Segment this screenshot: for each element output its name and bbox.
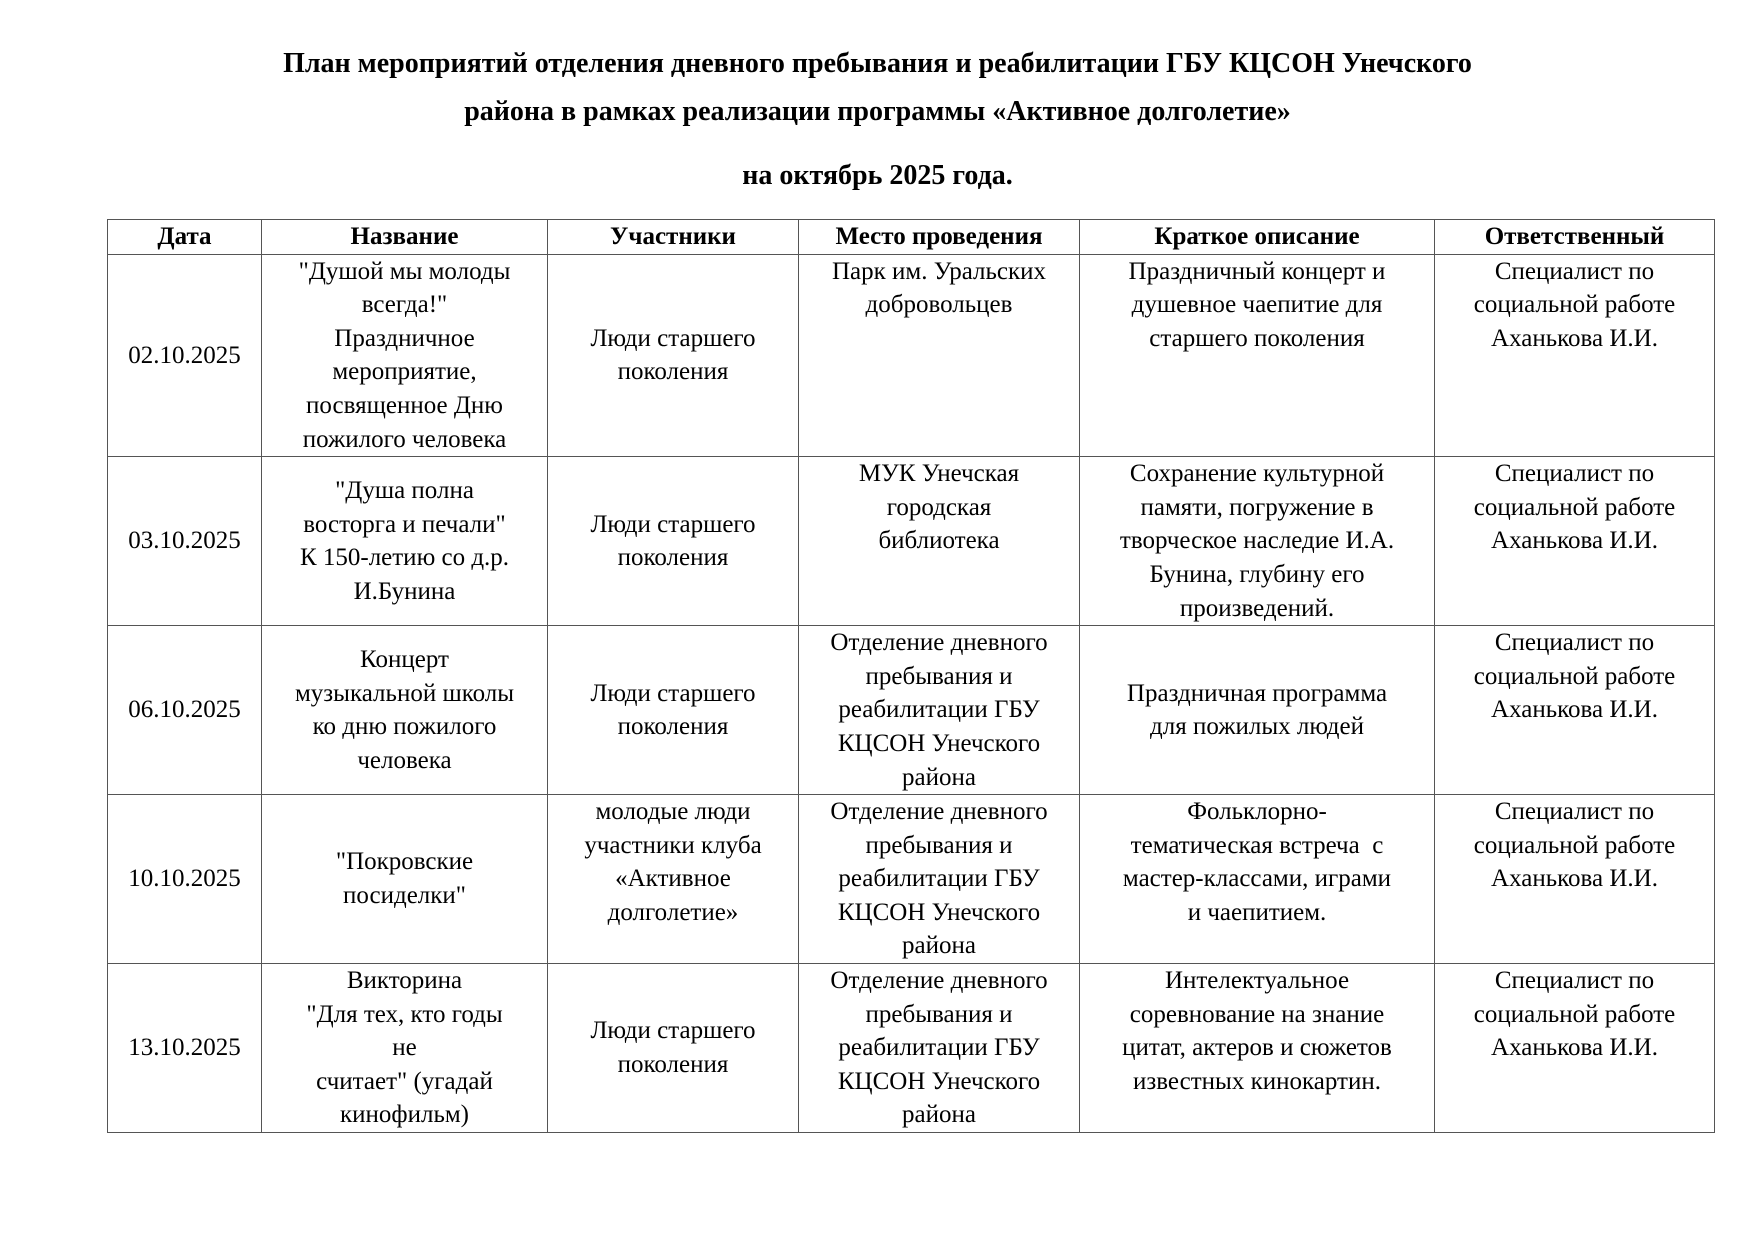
cell-responsible [1435, 457, 1715, 626]
cell-place [799, 457, 1080, 626]
cell-description [1080, 457, 1435, 626]
cell-text-line: человека [357, 746, 452, 774]
cell-text-line: пребывания и [865, 1000, 1013, 1028]
cell-text-line: мероприятие, [332, 358, 477, 386]
cell-text-line: социальной работе [1473, 831, 1676, 859]
cell-text-line: Сохранение культурной [1129, 460, 1385, 488]
cell-text-line: поколения [617, 358, 729, 386]
cell-text-line: всегда!" [361, 291, 448, 319]
cell-text-line: Праздничное [334, 324, 475, 352]
cell-text-line: молодые люди [595, 798, 751, 826]
document-title-line-1: План мероприятий отделения дневного пребывания и реабилитации ГБУ КЦСОН Унечского [283, 48, 1472, 79]
table-row [108, 964, 1715, 1133]
cell-responsible [1435, 626, 1715, 795]
cell-text-line: «Активное [615, 865, 731, 893]
cell-text-line: Аханькова И.И. [1491, 324, 1658, 352]
cell-text-line: и чаепитием. [1187, 898, 1327, 926]
cell-text-line: Специалист по [1494, 798, 1655, 826]
cell-text-line: КЦСОН Унечского [837, 1067, 1041, 1095]
cell-text-line: "Покровские [335, 848, 474, 876]
cell-text-line: Аханькова И.И. [1491, 1034, 1658, 1062]
cell-text-line: Праздничный концерт и [1128, 257, 1386, 285]
header-place: Место проведения [799, 220, 1080, 255]
cell-text-line: пребывания и [865, 662, 1013, 690]
cell-text-line: Отделение дневного [830, 798, 1048, 826]
cell-date: 13.10.2025 [108, 964, 262, 1133]
cell-text-line: И.Бунина [353, 577, 456, 605]
table-row [108, 795, 1715, 964]
cell-description [1080, 254, 1435, 457]
cell-description [1080, 964, 1435, 1133]
cell-text-line: соревнование на знание [1129, 1000, 1385, 1028]
table-row [108, 457, 1715, 626]
cell-text-line: душевное чаепитие для [1131, 291, 1383, 319]
header-participants: Участники [548, 220, 799, 255]
cell-participants [548, 254, 799, 457]
cell-text-line: Викторина [346, 967, 463, 995]
cell-text-line: Интелектуальное [1164, 967, 1350, 995]
cell-responsible [1435, 795, 1715, 964]
cell-text-line: социальной работе [1473, 1000, 1676, 1028]
cell-text-line: пожилого человека [302, 425, 507, 453]
cell-text-line: ко дню пожилого [312, 713, 497, 741]
cell-event-name [262, 254, 548, 457]
cell-text-line: поколения [617, 1051, 729, 1079]
cell-participants [548, 626, 799, 795]
cell-text-line: пребывания и [865, 831, 1013, 859]
cell-text-line: Люди старшего [590, 510, 756, 538]
cell-participants [548, 795, 799, 964]
cell-text-line: Специалист по [1494, 967, 1655, 995]
cell-text-line: Бунина, глубину его [1149, 560, 1365, 588]
header-responsible: Ответственный [1435, 220, 1715, 255]
cell-text-line: социальной работе [1473, 291, 1676, 319]
table-row [108, 254, 1715, 457]
document-subtitle-period: на октябрь 2025 года. [742, 160, 1013, 191]
header-date: Дата [108, 220, 262, 255]
cell-text-line: МУК Унечская [858, 460, 1020, 488]
cell-text-line: Аханькова И.И. [1491, 696, 1658, 724]
cell-text-line: Аханькова И.И. [1491, 865, 1658, 893]
cell-text-line: Специалист по [1494, 460, 1655, 488]
cell-text-line: района [902, 1101, 976, 1129]
cell-text-line: Люди старшего [590, 679, 756, 707]
cell-date: 03.10.2025 [108, 457, 262, 626]
cell-text-line: посвященное Дню [306, 391, 503, 419]
cell-place [799, 254, 1080, 457]
cell-text-line: Праздничная программа [1126, 679, 1388, 707]
cell-date: 02.10.2025 [108, 254, 262, 457]
table-header-row [108, 220, 1715, 255]
cell-text-line: старшего поколения [1149, 324, 1365, 352]
cell-event-name [262, 457, 548, 626]
cell-text-line: К 150-летию со д.р. [299, 544, 510, 572]
cell-text-line: Специалист по [1494, 629, 1655, 657]
cell-event-name [262, 626, 548, 795]
cell-text-line: социальной работе [1473, 493, 1676, 521]
cell-responsible [1435, 254, 1715, 457]
cell-text-line: известных кинокартин. [1133, 1067, 1381, 1095]
table-row [108, 626, 1715, 795]
cell-text-line: тематическая встреча с [1130, 831, 1384, 859]
cell-text-line: не [392, 1034, 417, 1062]
cell-text-line: реабилитации ГБУ [838, 1034, 1040, 1062]
cell-text-line: Концерт [360, 645, 449, 673]
cell-text-line: произведений. [1179, 594, 1335, 622]
cell-text-line: КЦСОН Унечского [837, 898, 1041, 926]
cell-text-line: участники клуба [584, 831, 762, 859]
cell-text-line: считает" (угадай [316, 1067, 493, 1095]
cell-text-line: добровольцев [865, 291, 1013, 319]
cell-date: 10.10.2025 [108, 795, 262, 964]
cell-text-line: памяти, погружение в [1140, 493, 1374, 521]
cell-text-line: Фольклорно- [1187, 798, 1327, 826]
cell-text-line: Люди старшего [590, 324, 756, 352]
cell-text-line: Отделение дневного [830, 967, 1048, 995]
cell-description [1080, 626, 1435, 795]
cell-text-line: библиотека [878, 527, 1000, 555]
cell-text-line: района [902, 763, 976, 791]
cell-place [799, 795, 1080, 964]
cell-text-line: долголетие» [607, 898, 739, 926]
cell-place [799, 626, 1080, 795]
cell-description [1080, 795, 1435, 964]
cell-event-name [262, 964, 548, 1133]
cell-text-line: для пожилых людей [1150, 713, 1364, 741]
cell-text-line: "Душа полна [335, 476, 474, 504]
cell-text-line: реабилитации ГБУ [838, 696, 1040, 724]
cell-text-line: посиделки" [343, 882, 466, 910]
cell-text-line: "Душой мы молоды [298, 257, 511, 285]
cell-text-line: Отделение дневного [830, 629, 1048, 657]
header-name: Название [262, 220, 548, 255]
cell-participants [548, 964, 799, 1133]
cell-text-line: района [902, 932, 976, 960]
document-title-line-2: района в рамках реализации программы «Активное долголетие» [464, 96, 1291, 127]
cell-text-line: Аханькова И.И. [1491, 527, 1658, 555]
cell-text-line: реабилитации ГБУ [838, 865, 1040, 893]
cell-event-name [262, 795, 548, 964]
cell-text-line: Люди старшего [590, 1017, 756, 1045]
cell-date: 06.10.2025 [108, 626, 262, 795]
cell-text-line: восторга и печали" [303, 510, 506, 538]
cell-place [799, 964, 1080, 1133]
cell-text-line: творческое наследие И.А. [1119, 527, 1395, 555]
cell-text-line: музыкальной школы [294, 679, 515, 707]
header-description: Краткое описание [1080, 220, 1435, 255]
cell-text-line: поколения [617, 544, 729, 572]
cell-responsible [1435, 964, 1715, 1133]
cell-text-line: поколения [617, 713, 729, 741]
cell-text-line: Специалист по [1494, 257, 1655, 285]
cell-text-line: кинофильм) [339, 1101, 469, 1129]
cell-text-line: Парк им. Уральских [831, 257, 1047, 285]
events-table [107, 219, 1715, 1133]
cell-text-line: КЦСОН Унечского [837, 729, 1041, 757]
cell-text-line: цитат, актеров и сюжетов [1122, 1034, 1392, 1062]
cell-text-line: городская [886, 493, 992, 521]
cell-text-line: социальной работе [1473, 662, 1676, 690]
cell-participants [548, 457, 799, 626]
cell-text-line: мастер-классами, играми [1122, 865, 1392, 893]
cell-text-line: "Для тех, кто годы [306, 1000, 503, 1028]
